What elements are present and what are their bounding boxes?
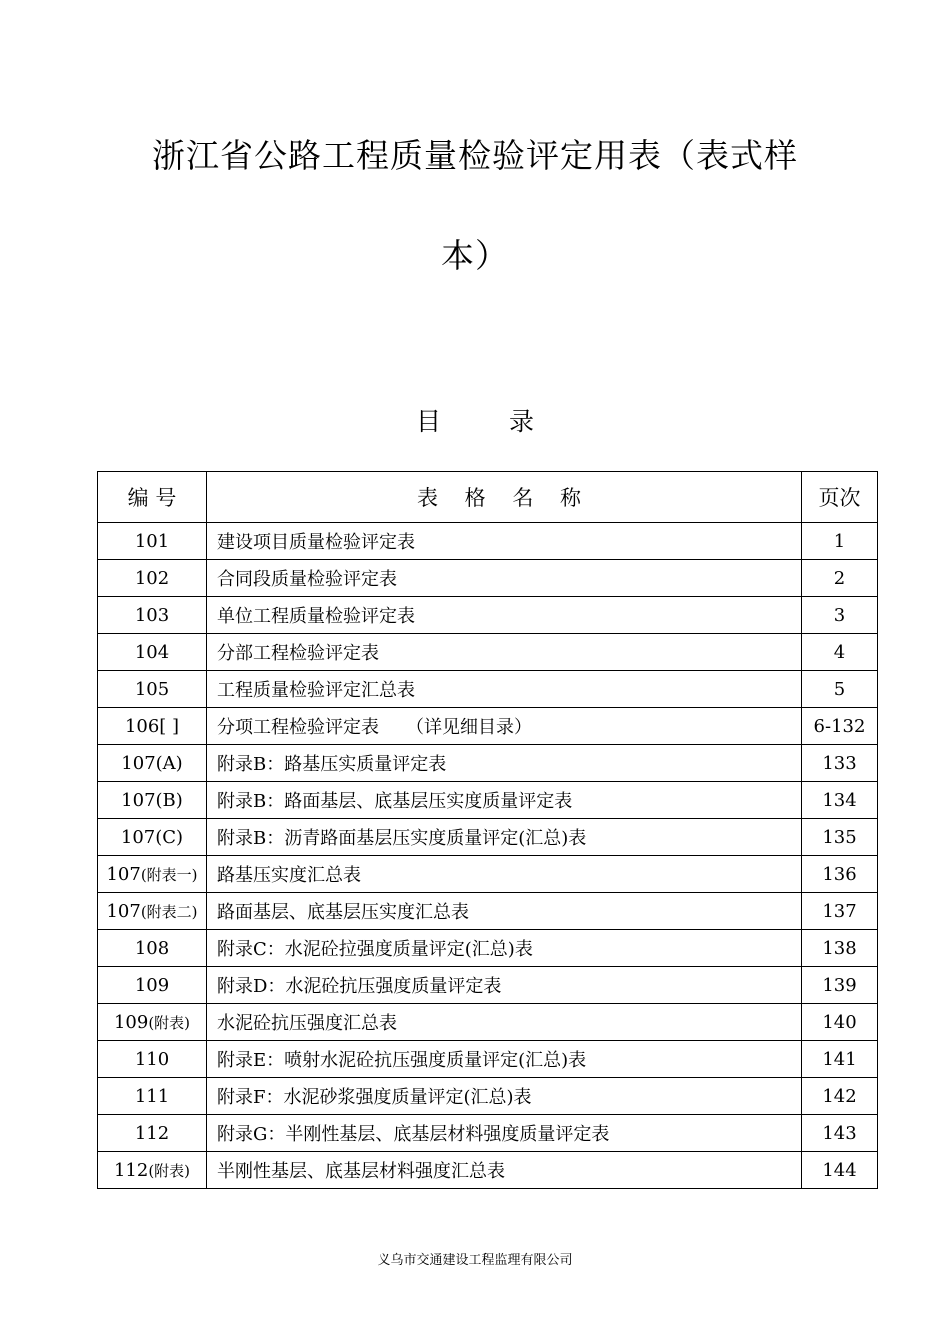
row-code: 107(B) xyxy=(98,782,207,819)
row-name: 分项工程检验评定表 （详见细目录） xyxy=(207,708,802,745)
row-name: 水泥砼抗压强度汇总表 xyxy=(207,1004,802,1041)
table-row xyxy=(98,819,878,856)
row-code: 107(A) xyxy=(98,745,207,782)
header-code: 编 号 xyxy=(98,472,207,523)
row-page: 2 xyxy=(802,560,878,597)
document-title-line-2: 本） xyxy=(441,236,509,275)
row-page: 138 xyxy=(802,930,878,967)
table-header-row xyxy=(98,472,878,523)
row-page: 3 xyxy=(802,597,878,634)
table-row xyxy=(98,560,878,597)
table-row xyxy=(98,634,878,671)
toc-heading-word-2: 录 xyxy=(508,407,534,436)
row-name: 建设项目质量检验评定表 xyxy=(207,523,802,560)
table-row xyxy=(98,1078,878,1115)
row-code: 110 xyxy=(98,1041,207,1078)
row-name: 工程质量检验评定汇总表 xyxy=(207,671,802,708)
row-name: 附录B：沥青路面基层压实度质量评定(汇总)表 xyxy=(207,819,802,856)
row-page: 135 xyxy=(802,819,878,856)
row-code: 102 xyxy=(98,560,207,597)
row-name: 分部工程检验评定表 xyxy=(207,634,802,671)
row-code: 107(附表一) xyxy=(98,856,207,893)
row-code: 107(附表二) xyxy=(98,893,207,930)
table-row xyxy=(98,1041,878,1078)
row-name: 路面基层、底基层压实度汇总表 xyxy=(207,893,802,930)
row-name: 附录D：水泥砼抗压强度质量评定表 xyxy=(207,967,802,1004)
table-row xyxy=(98,1115,878,1152)
table-row xyxy=(98,856,878,893)
row-page: 136 xyxy=(802,856,878,893)
row-name: 附录G：半刚性基层、底基层材料强度质量评定表 xyxy=(207,1115,802,1152)
row-code: 103 xyxy=(98,597,207,634)
row-name: 单位工程质量检验评定表 xyxy=(207,597,802,634)
row-name: 附录F：水泥砂浆强度质量评定(汇总)表 xyxy=(207,1078,802,1115)
row-code: 111 xyxy=(98,1078,207,1115)
row-code: 106[ ] xyxy=(98,708,207,745)
header-page: 页次 xyxy=(802,472,878,523)
row-code: 101 xyxy=(98,523,207,560)
row-page: 143 xyxy=(802,1115,878,1152)
row-page: 139 xyxy=(802,967,878,1004)
table-row xyxy=(98,893,878,930)
row-code: 112 xyxy=(98,1115,207,1152)
row-page: 137 xyxy=(802,893,878,930)
row-name: 附录B：路面基层、底基层压实度质量评定表 xyxy=(207,782,802,819)
row-name: 合同段质量检验评定表 xyxy=(207,560,802,597)
row-code: 107(C) xyxy=(98,819,207,856)
row-name: 附录B：路基压实质量评定表 xyxy=(207,745,802,782)
row-page: 144 xyxy=(802,1152,878,1189)
table-row xyxy=(98,1004,878,1041)
row-code: 104 xyxy=(98,634,207,671)
row-name: 路基压实度汇总表 xyxy=(207,856,802,893)
table-row xyxy=(98,708,878,745)
table-row xyxy=(98,782,878,819)
row-name: 半刚性基层、底基层材料强度汇总表 xyxy=(207,1152,802,1189)
row-name: 附录C：水泥砼拉强度质量评定(汇总)表 xyxy=(207,930,802,967)
row-code: 112(附表) xyxy=(98,1152,207,1189)
row-page: 142 xyxy=(802,1078,878,1115)
table-row xyxy=(98,930,878,967)
row-page: 134 xyxy=(802,782,878,819)
row-page: 5 xyxy=(802,671,878,708)
row-code: 105 xyxy=(98,671,207,708)
row-page: 141 xyxy=(802,1041,878,1078)
document-title-line-1: 浙江省公路工程质量检验评定用表（表式样 xyxy=(152,136,798,175)
row-code: 109(附表) xyxy=(98,1004,207,1041)
table-row xyxy=(98,523,878,560)
toc-table-body xyxy=(98,523,878,1189)
table-row xyxy=(98,671,878,708)
row-page: 1 xyxy=(802,523,878,560)
row-page: 4 xyxy=(802,634,878,671)
table-row xyxy=(98,1152,878,1189)
toc-heading xyxy=(0,402,950,438)
row-code: 108 xyxy=(98,930,207,967)
header-name: 表 格 名 称 xyxy=(207,472,802,523)
company-footer: 义乌市交通建设工程监理有限公司 xyxy=(377,1253,573,1268)
toc-table xyxy=(97,471,878,1189)
row-name: 附录E：喷射水泥砼抗压强度质量评定(汇总)表 xyxy=(207,1041,802,1078)
row-page: 6-132 xyxy=(802,708,878,745)
row-code: 109 xyxy=(98,967,207,1004)
row-page: 140 xyxy=(802,1004,878,1041)
table-row xyxy=(98,967,878,1004)
table-row xyxy=(98,597,878,634)
row-page: 133 xyxy=(802,745,878,782)
table-row xyxy=(98,745,878,782)
toc-heading-word-1: 目 xyxy=(416,407,442,436)
